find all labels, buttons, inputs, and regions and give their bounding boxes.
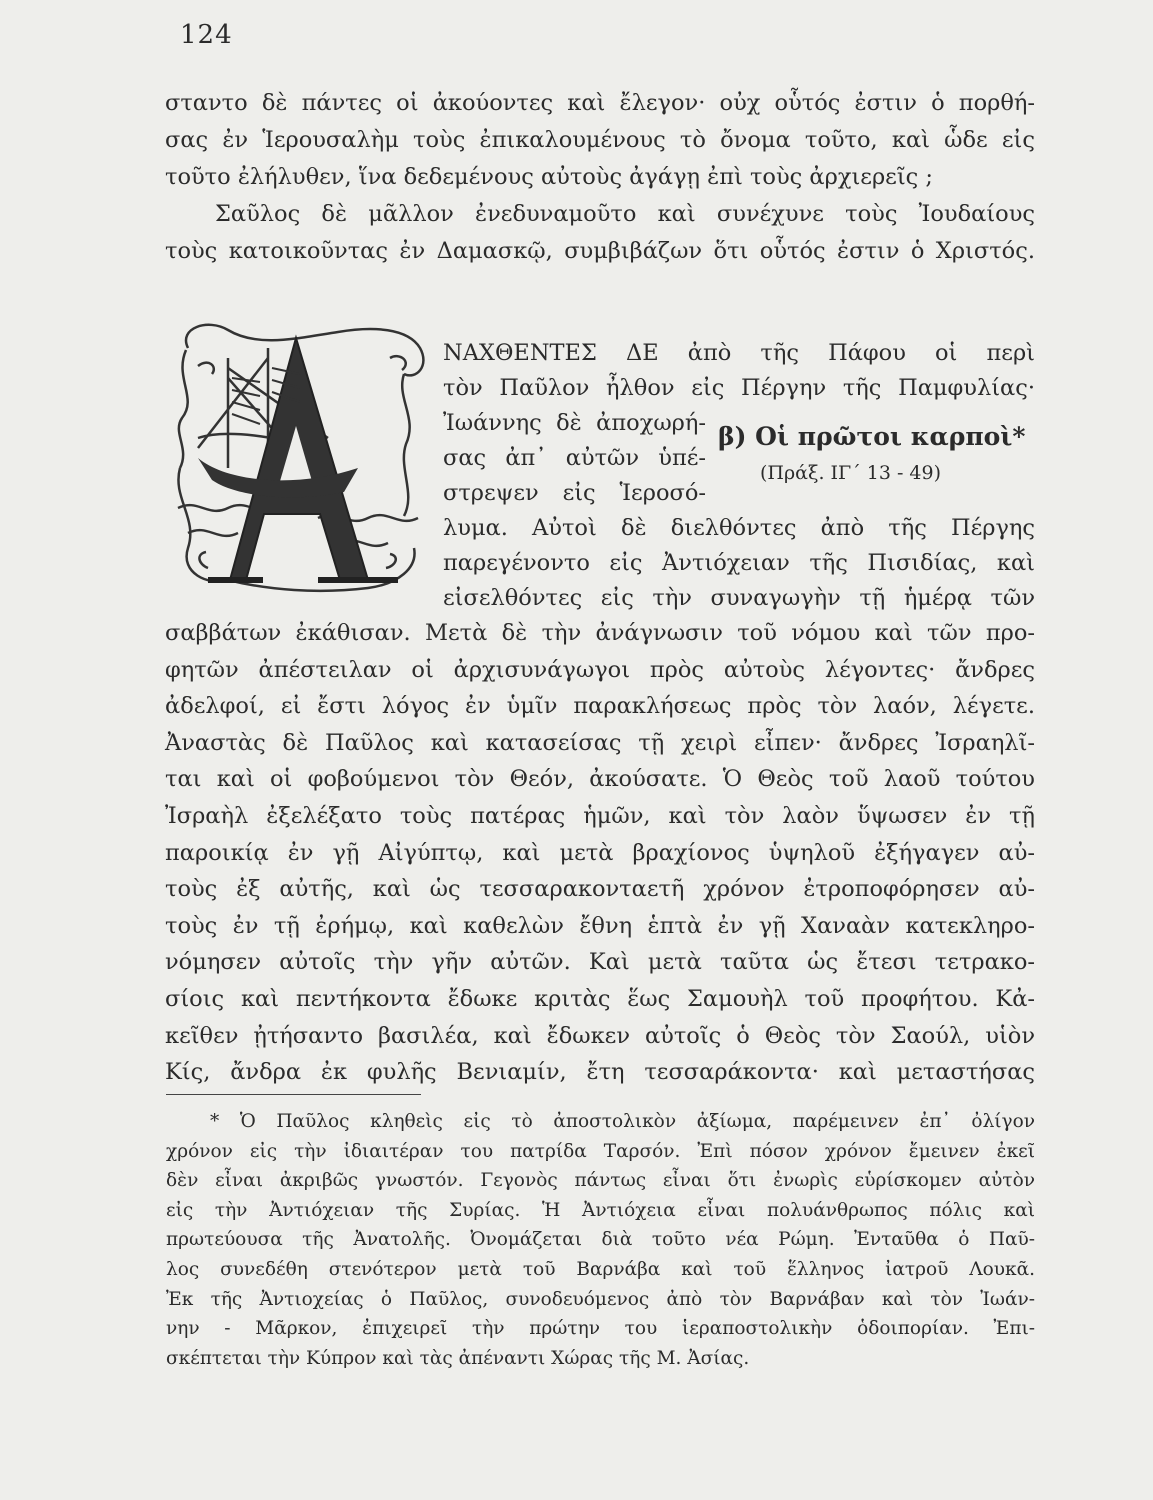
intro-line: Σαῦλος δὲ μᾶλλον ἐνεδυναμοῦτο καὶ συνέχυνε τοὺς Ἰουδαίους (215, 201, 1035, 227)
body-line: ἀδελφοί, εἰ ἔστι λόγος ἐν ὑμῖν παρακλήσεως πρὸς τὸν λαόν, λέγετε. (165, 693, 1035, 720)
footnote-line: χρόνον εἰς τὴν ἰδιαιτέραν του πατρίδα Ταρσόν. Ἐπὶ πόσον χρόνον ἔμεινεν ἐκεῖ (166, 1140, 1035, 1162)
page-number: 124 (180, 20, 233, 50)
chapter-line: Ἰωάννης δὲ ἀποχωρή- (443, 410, 706, 436)
decorative-dropcap-alpha (168, 318, 430, 620)
chapter-line: ΝΑΧΘΕΝΤΕΣ ΔΕ ἀπὸ τῆς Πάφου οἱ περὶ (443, 340, 1035, 366)
body-line: σίοις καὶ πεντήκοντα ἔδωκε κριτὰς ἕως Σαμουὴλ τοῦ προφήτου. Κἀ- (165, 986, 1035, 1012)
body-line: σαββάτων ἐκάθισαν. Μετὰ δὲ τὴν ἀνάγνωσιν τοῦ νόμου καὶ τῶν προ- (165, 620, 1035, 646)
body-line: παροικίᾳ ἐν γῇ Αἰγύπτῳ, καὶ μετὰ βραχίονος ὑψηλοῦ ἐξήγαγεν αὐ- (165, 839, 1035, 866)
footnote-line: νην - Μᾶρκον, ἐπιχειρεῖ τὴν πρώτην του ἱεραποστολικὴν ὁδοιπορίαν. Ἐπι- (166, 1318, 1035, 1340)
chapter-line: τὸν Παῦλον ἦλθον εἰς Πέργην τῆς Παμφυλίας· (443, 375, 1035, 401)
footnote-line: * Ὁ Παῦλος κληθεὶς εἰς τὸ ἀποστολικὸν ἀξίωμα, παρέμεινεν ἐπ᾿ ὀλίγον (210, 1111, 1035, 1132)
body-line: τοὺς ἐν τῇ ἐρήμῳ, καὶ καθελὼν ἔθνη ἑπτὰ ἐν γῇ Χαναὰν κατεκληρο- (165, 912, 1035, 939)
intro-line: τοὺς κατοικοῦντας ἐν Δαμασκῷ, συμβιβάζων ὅτι οὗτός ἐστιν ὁ Χριστός. (165, 238, 1035, 264)
body-line: κεῖθεν ᾐτήσαντο βασιλέα, καὶ ἔδωκεν αὐτοῖς ὁ Θεὸς τὸν Σαούλ, υἱὸν (165, 1022, 1035, 1049)
chapter-line: λυμα. Αὐτοὶ δὲ διελθόντες ἀπὸ τῆς Πέργης (443, 515, 1035, 541)
body-line: φητῶν ἀπέστειλαν οἱ ἀρχισυνάγωγοι πρὸς αὐτοὺς λέγοντες· ἄνδρες (165, 656, 1035, 683)
footnote-line: λος συνεδέθη στενότερον μετὰ τοῦ Βαρνάβα καὶ τοῦ ἕλληνος ἰατροῦ Λουκᾶ. (166, 1259, 1035, 1280)
body-line: Ἀναστὰς δὲ Παῦλος καὶ κατασείσας τῇ χειρὶ εἶπεν· ἄνδρες Ἰσραηλῖ- (165, 729, 1035, 756)
intro-line: τοῦτο ἐλήλυθεν, ἵνα δεδεμένους αὐτοὺς ἀγάγῃ ἐπὶ τοὺς ἀρχιερεῖς ; (165, 164, 933, 190)
intro-line: σας ἐν Ἱερουσαλὴμ τοὺς ἐπικαλουμένους τὸ ὄνομα τοῦτο, καὶ ὧδε εἰς (165, 127, 1035, 153)
section-heading: β) Οἱ πρῶτοι καρποὶ* (718, 422, 1026, 451)
footnote-line: πρωτεύουσα τῆς Ἀνατολῆς. Ὀνομάζεται διὰ τοῦτο νέα Ρώμη. Ἐνταῦθα ὁ Παῦ- (166, 1229, 1035, 1251)
chapter-line: στρεψεν εἰς Ἱεροσό- (443, 480, 706, 506)
section-reference: (Πράξ. ΙΓ΄ 13 - 49) (760, 462, 942, 484)
body-line: τοὺς ἐξ αὐτῆς, καὶ ὡς τεσσαρακονταετῆ χρόνον ἐτροποφόρησεν αὐ- (165, 876, 1035, 903)
footnote-line: δὲν εἶναι ἀκριβῶς γνωστόν. Γεγονὸς πάντως εἶναι ὅτι ἐνωρὶς εὑρίσκομεν αὐτὸν (166, 1170, 1035, 1192)
chapter-line: σας ἀπ᾿ αὐτῶν ὑπέ- (443, 445, 706, 471)
intro-line: σταντο δὲ πάντες οἱ ἀκούοντες καὶ ἔλεγον· οὐχ οὗτός ἐστιν ὁ πορθή- (165, 90, 1035, 116)
footnote-line: Ἐκ τῆς Ἀντιοχείας ὁ Παῦλος, συνοδευόμενος ἀπὸ τὸν Βαρνάβαν καὶ τὸν Ἰωάν- (166, 1288, 1035, 1310)
body-line: ται καὶ οἱ φοβούμενοι τὸν Θεόν, ἀκούσατε. Ὁ Θεὸς τοῦ λαοῦ τούτου (165, 766, 1035, 793)
body-line: Ἰσραὴλ ἐξελέξατο τοὺς πατέρας ἡμῶν, καὶ τὸν λαὸν ὕψωσεν ἐν τῇ (165, 803, 1035, 829)
body-line: νόμησεν αὐτοῖς τὴν γῆν αὐτῶν. Καὶ μετὰ ταῦτα ὡς ἔτεσι τετρακο- (165, 949, 1035, 976)
footnote-line: εἰς τὴν Ἀντιόχειαν τῆς Συρίας. Ἡ Ἀντιόχεια εἶναι πολυάνθρωπος πόλις καὶ (166, 1199, 1035, 1221)
chapter-line: παρεγένοντο εἰς Ἀντιόχειαν τῆς Πισιδίας, καὶ (443, 550, 1035, 576)
footnote-rule (166, 1094, 421, 1095)
body-line: Κίς, ἄνδρα ἐκ φυλῆς Βενιαμίν, ἔτη τεσσαράκοντα· καὶ μεταστήσας (165, 1059, 1035, 1086)
footnote-line: σκέπτεται τὴν Κύπρον καὶ τὰς ἀπέναντι Χώρας τῆς Μ. Ἀσίας. (166, 1347, 750, 1369)
chapter-line: εἰσελθόντες εἰς τὴν συναγωγὴν τῇ ἡμέρᾳ τῶν (443, 585, 1035, 611)
